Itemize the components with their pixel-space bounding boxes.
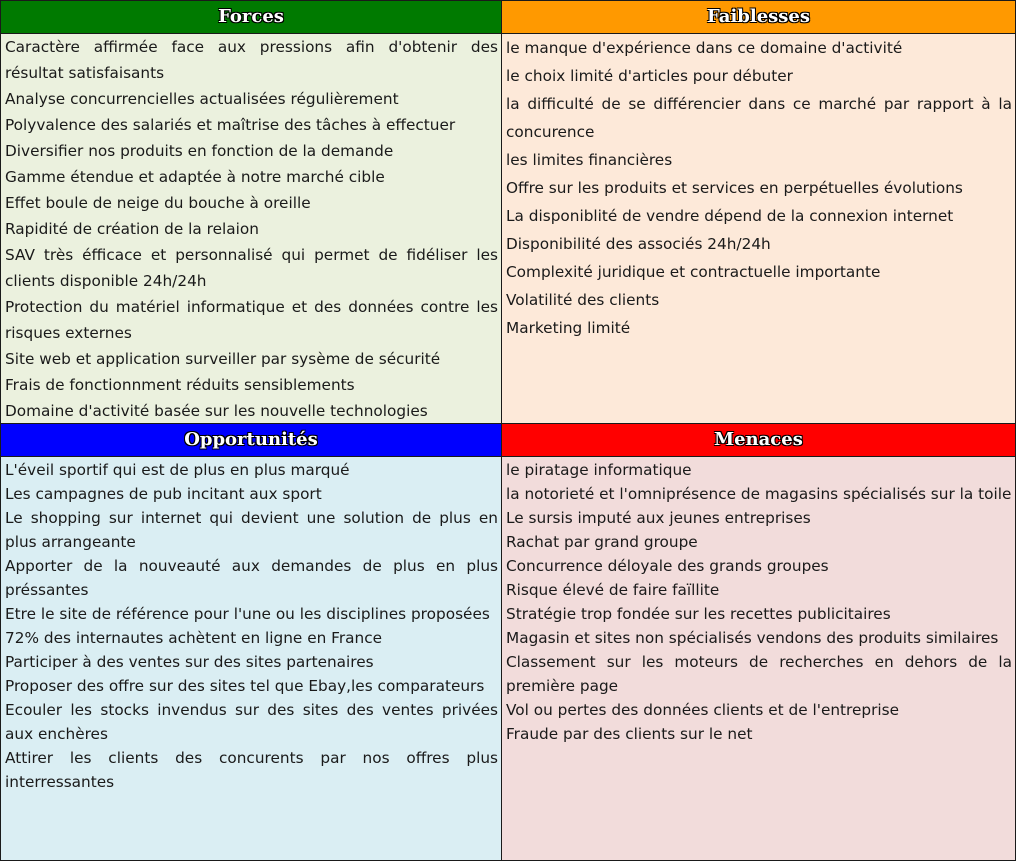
list-item: Stratégie trop fondée sur les recettes publicitaires [506,605,891,623]
list-item: Rapidité de création de la relaion [5,220,259,238]
list-item: Diversifier nos produits en fonction de la demande [5,142,394,160]
list-item: Les campagnes de pub incitant aux sport [5,485,322,503]
faiblesses-list [502,34,1015,342]
list-item: Domaine d'activité basée sur les nouvelle technologies [5,402,428,420]
list-item: Participer à des ventes sur des sites partenaires [5,653,374,671]
opportunites-list [1,457,501,794]
list-item: le choix limité d'articles pour débuter [506,67,793,85]
list-item: Volatilité des clients [506,291,660,309]
list-item: Gamme étendue et adaptée à notre marché cible [5,168,385,186]
list-item: Site web et application surveiller par sysème de sécurité [5,350,441,368]
list-item: 72% des internautes achètent en ligne en France [5,629,383,647]
list-item: la difficulté de se différencier dans ce marché par rapport à la concurence [506,95,1012,141]
menaces-quadrant [501,423,1016,861]
list-item: Classement sur les moteurs de recherches en dehors de la première page [506,653,1012,695]
list-item: Frais de fonctionnment réduits sensiblements [5,376,355,394]
list-item: Vol ou pertes des données clients et de l'entreprise [506,701,900,719]
faiblesses-header: Faiblesses [502,1,1015,34]
list-item: Marketing limité [506,319,631,337]
forces-header: Forces [1,1,501,34]
list-item: Protection du matériel informatique et des données contre les risques externes [5,298,498,342]
forces-list [1,34,501,424]
list-item: le piratage informatique [506,461,692,479]
forces-quadrant [0,0,502,424]
list-item: Apporter de la nouveauté aux demandes de plus en plus préssantes [5,557,498,599]
list-item: Analyse concurrencielles actualisées régulièrement [5,90,399,108]
list-item: Fraude par des clients sur le net [506,725,753,743]
list-item: Offre sur les produits et services en perpétuelles évolutions [506,179,963,197]
list-item: le manque d'expérience dans ce domaine d'activité [506,39,903,57]
list-item: Disponibilité des associés 24h/24h [506,235,771,253]
list-item: Complexité juridique et contractuelle importante [506,263,881,281]
list-item: Magasin et sites non spécialisés vendons des produits similaires [506,629,999,647]
list-item: Ecouler les stocks invendus sur des sites des ventes privées aux enchères [5,701,498,743]
list-item: Attirer les clients des concurents par nos offres plus interressantes [5,749,498,791]
list-item: Proposer des offre sur des sites tel que Ebay,les comparateurs [5,677,485,695]
list-item: Etre le site de référence pour l'une ou les disciplines proposées [5,605,490,623]
list-item: Rachat par grand groupe [506,533,698,551]
opportunites-header: Opportunités [1,424,501,457]
list-item: les limites financières [506,151,673,169]
menaces-list [502,457,1015,746]
list-item: L'éveil sportif qui est de plus en plus marqué [5,461,350,479]
list-item: Le shopping sur internet qui devient une solution de plus en plus arrangeante [5,509,498,551]
list-item: SAV très éfficace et personnalisé qui permet de fidéliser les clients disponible 24h/24h [5,246,498,290]
list-item: la notorieté et l'omniprésence de magasins spécialisés sur la toile [506,485,1012,503]
faiblesses-quadrant [501,0,1016,424]
list-item: Risque élevé de faire faïllite [506,581,720,599]
opportunites-quadrant [0,423,502,861]
list-item: Le sursis imputé aux jeunes entreprises [506,509,811,527]
list-item: La disponiblité de vendre dépend de la connexion internet [506,207,954,225]
list-item: Concurrence déloyale des grands groupes [506,557,829,575]
menaces-header: Menaces [502,424,1015,457]
list-item: Polyvalence des salariés et maîtrise des tâches à effectuer [5,116,456,134]
list-item: Effet boule de neige du bouche à oreille [5,194,311,212]
list-item: Caractère affirmée face aux pressions afin d'obtenir des résultat satisfaisants [5,38,498,82]
